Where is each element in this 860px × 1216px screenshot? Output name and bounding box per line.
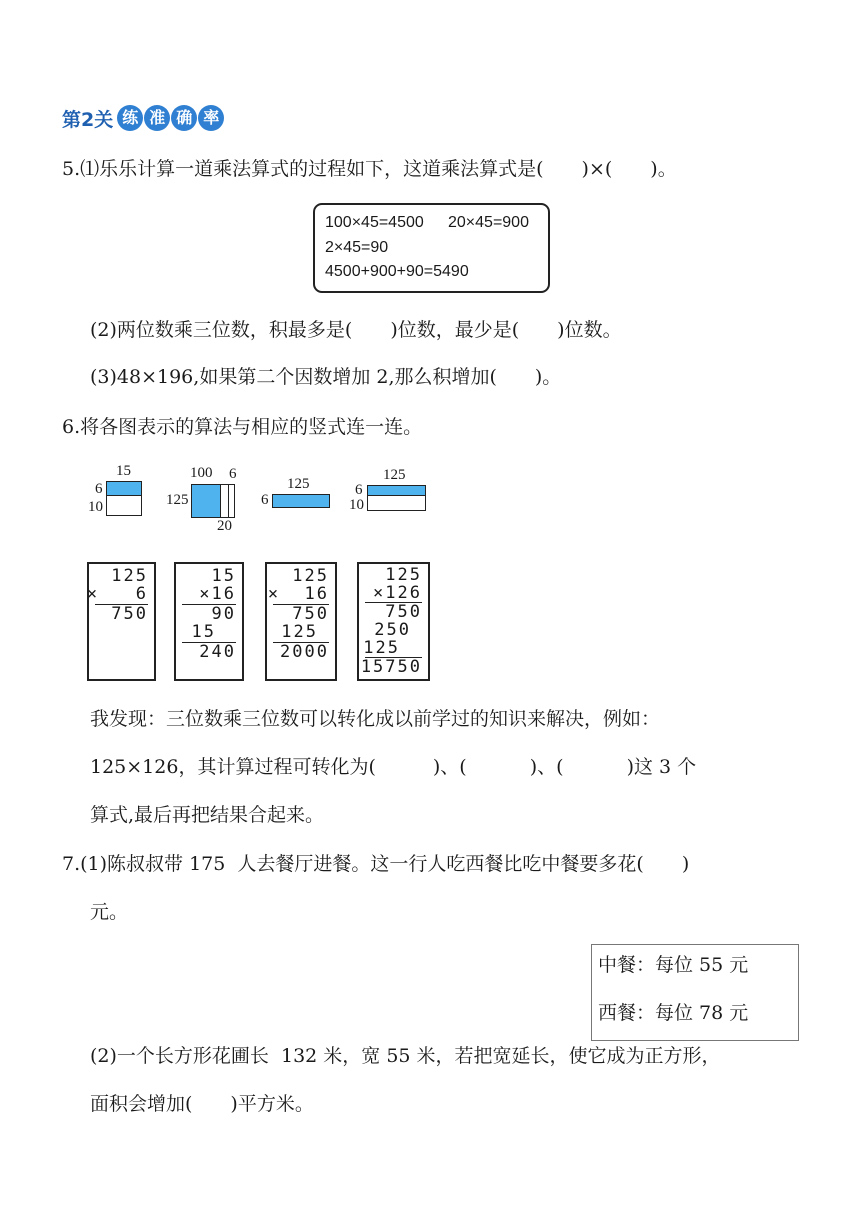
diagram-label: 6 bbox=[355, 482, 363, 498]
calc-row: 15 bbox=[211, 566, 236, 586]
calc-row: ×126 bbox=[373, 583, 422, 603]
q5-part3: (3)48×196,如果第二个因数增加 2,那么积增加( )。 bbox=[90, 366, 562, 388]
section-banner bbox=[62, 103, 225, 133]
q6-finding-3: 算式,最后再把结果合起来。 bbox=[90, 804, 325, 826]
q6-finding-1: 我发现：三位数乘三位数可以转化成以前学过的知识来解决，例如： bbox=[90, 708, 661, 730]
calc-row: 125 bbox=[292, 566, 329, 586]
vertical-calculation bbox=[357, 562, 430, 681]
q6-title: 6.将各图表示的算法与相应的竖式连一连。 bbox=[62, 416, 423, 438]
calc-step: 2×45=90 bbox=[325, 239, 389, 256]
calc-row: 90 bbox=[211, 604, 236, 624]
diagram-label: 100 bbox=[190, 465, 213, 481]
banner-char: 确 bbox=[171, 105, 197, 131]
calc-row: 125 bbox=[281, 622, 318, 642]
vertical-calculation bbox=[174, 562, 244, 681]
calc-row: 240 bbox=[199, 642, 236, 662]
calc-row: 15750 bbox=[360, 657, 422, 677]
q7-part1-unit: 元。 bbox=[90, 901, 129, 923]
diagram-label: 6 bbox=[95, 481, 103, 497]
calc-row: 125 bbox=[363, 638, 400, 658]
q7-part2-end: 面积会增加( )平方米。 bbox=[90, 1093, 314, 1115]
q5-part2: (2)两位数乘三位数，积最多是( )位数，最少是( )位数。 bbox=[90, 319, 622, 341]
price-box bbox=[591, 944, 799, 1041]
vertical-calculation bbox=[87, 562, 156, 681]
calc-row: 2000 bbox=[280, 642, 329, 662]
calc-row: × 6 bbox=[86, 584, 148, 604]
diagram-label: 125 bbox=[287, 476, 310, 492]
calc-row: 250 bbox=[374, 620, 411, 640]
calc-row: × 16 bbox=[267, 584, 329, 604]
calc-row: 750 bbox=[111, 604, 148, 624]
q5-part1: 5.⑴乐乐计算一道乘法算式的过程如下，这道乘法算式是( )×( )。 bbox=[62, 158, 677, 180]
calc-row: 750 bbox=[385, 602, 422, 622]
q6-finding-2: 125×126，其计算过程可转化为( )、( )、( )这 3 个 bbox=[90, 756, 697, 778]
level-label: 第2关 bbox=[62, 108, 114, 131]
price-western: 西餐：每位 78 元 bbox=[598, 1002, 749, 1024]
diagram-label: 15 bbox=[116, 463, 131, 479]
calc-row: 750 bbox=[292, 604, 329, 624]
banner-char: 练 bbox=[117, 105, 143, 131]
price-lunch: 中餐：每位 55 元 bbox=[598, 954, 749, 976]
calc-step: 100×45=4500 bbox=[325, 214, 424, 231]
q7-part2: (2)一个长方形花圃长 132 米，宽 55 米，若把宽延长，使它成为正方形， bbox=[90, 1045, 721, 1067]
calc-row: 125 bbox=[111, 566, 148, 586]
diagram-label: 6 bbox=[229, 466, 237, 482]
diagram-label: 10 bbox=[88, 499, 103, 515]
diagram-label: 125 bbox=[383, 467, 406, 483]
vertical-calculation bbox=[265, 562, 337, 681]
calc-row: 125 bbox=[385, 565, 422, 585]
calc-row: ×16 bbox=[199, 584, 236, 604]
calc-row: 15 bbox=[191, 622, 216, 642]
diagram-label: 20 bbox=[217, 518, 232, 534]
q7-part1: 7.(1)陈叔叔带 175 人去餐厅进餐。这一行人吃西餐比吃中餐要多花( ) bbox=[62, 853, 690, 875]
banner-char: 率 bbox=[198, 105, 224, 131]
calc-step: 20×45=900 bbox=[448, 214, 529, 231]
calc-step: 4500+900+90=5490 bbox=[325, 263, 469, 280]
diagram-label: 6 bbox=[261, 492, 269, 508]
diagram-label: 125 bbox=[166, 492, 189, 508]
diagram-label: 10 bbox=[349, 497, 364, 513]
banner-char: 准 bbox=[144, 105, 170, 131]
calculation-box bbox=[313, 203, 550, 293]
